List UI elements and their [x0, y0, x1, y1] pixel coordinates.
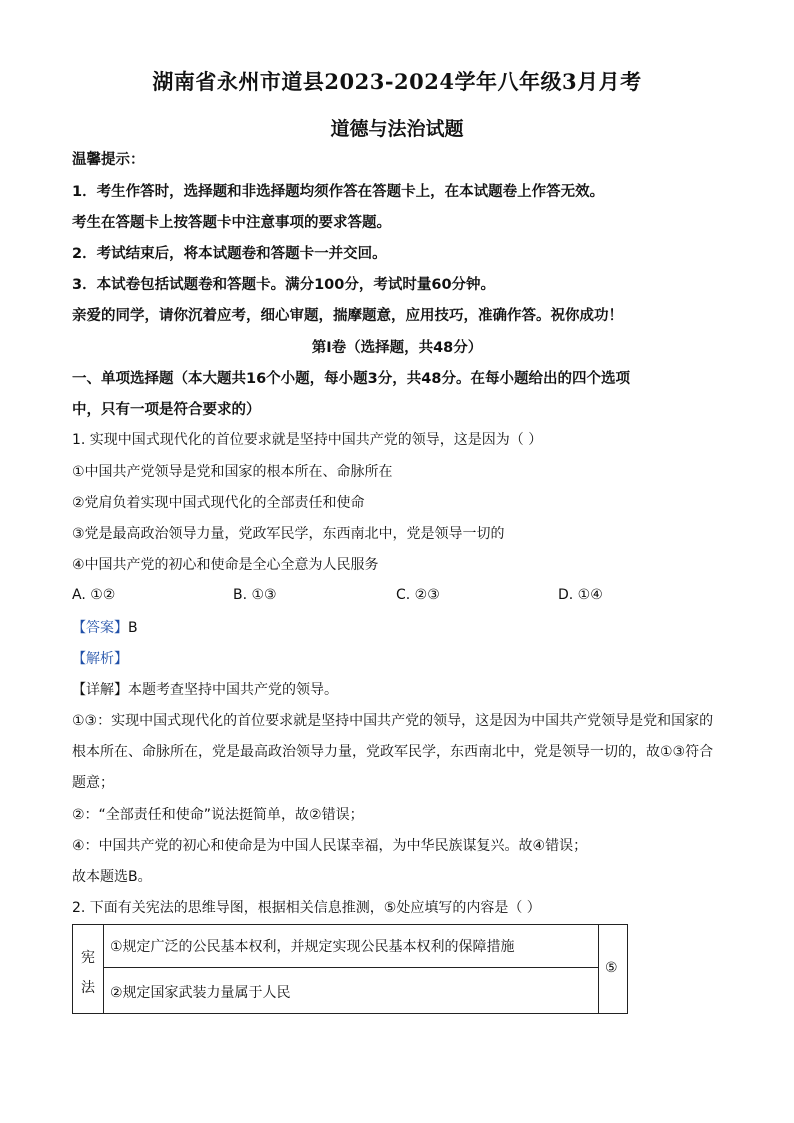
q1-detail: ④：中国共产党的初心和使命是为中国人民谋幸福，为中华民族谋复兴。故④错误； — [72, 838, 588, 854]
q1-statement: ④中国共产党的初心和使命是全心全意为人民服务 — [72, 557, 379, 573]
mind-map-root-char: 宪 — [81, 950, 95, 966]
notice-heading: 温馨提示： — [72, 152, 145, 168]
q1-option-d: D. ①④ — [558, 587, 603, 603]
q1-answer — [72, 618, 138, 638]
part-instruction: 一、单项选择题（本大题共16个小题，每小题3分，共48分。在每小题给出的四个选项 — [72, 371, 630, 387]
q1-option-b: B. ①③ — [233, 587, 277, 603]
page-title: 湖南省永州市道县2023-2024学年八年级3月月考 — [152, 69, 642, 94]
notice-item: 3．本试卷包括试题卷和答题卡。满分100分，考试时量60分钟。 — [72, 277, 496, 293]
notice-item: 2．考试结束后，将本试题卷和答题卡一并交回。 — [72, 246, 387, 262]
q1-statement: ①中国共产党领导是党和国家的根本所在、命脉所在 — [72, 464, 393, 480]
q1-detail: ②：“全部责任和使命”说法挺简单，故②错误； — [72, 807, 364, 823]
q1-statement: ②党肩负着实现中国式现代化的全部责任和使命 — [72, 495, 365, 511]
q1-detail: 【详解】本题考查坚持中国共产党的领导。 — [72, 682, 338, 698]
question-1-stem: 1. 实现中国式现代化的首位要求就是坚持中国共产党的领导，这是因为（ ） — [72, 432, 543, 448]
notice-item: 考生在答题卡上按答题卡中注意事项的要求答题。 — [72, 215, 391, 231]
mind-map-branch — [104, 925, 598, 968]
q1-detail: ①③：实现中国式现代化的首位要求就是坚持中国共产党的领导，这是因为中国共产党领导是党和国家的 — [72, 713, 714, 729]
q1-statement: ③党是最高政治领导力量，党政军民学，东西南北中，党是领导一切的 — [72, 526, 505, 542]
constitution-mind-map — [72, 924, 628, 1014]
q1-detail: 根本所在、命脉所在，党是最高政治领导力量，党政军民学，东西南北中，党是领导一切的，故①③符合 — [72, 744, 714, 760]
mind-map-branch-text: ①规定广泛的公民基本权利，并规定实现公民基本权利的保障措施 — [110, 939, 515, 955]
page-subtitle: 道德与法治试题 — [330, 118, 464, 140]
q1-detail: 故本题选B。 — [72, 869, 152, 885]
question-2-stem: 2. 下面有关宪法的思维导图，根据相关信息推测，⑤处应填写的内容是（ ） — [72, 900, 541, 916]
mind-map-blank — [599, 925, 627, 1013]
q1-detail: 题意； — [72, 775, 114, 791]
answer-label: 【答案】 — [72, 620, 128, 636]
mind-map-branches — [104, 925, 599, 1013]
analysis-label: 【解析】 — [72, 651, 128, 667]
q1-option-a: A. ①② — [72, 587, 116, 603]
mind-map-branch — [104, 968, 598, 1013]
part-instruction: 中，只有一项是符合要求的） — [72, 402, 261, 418]
q1-option-c: C. ②③ — [396, 587, 440, 603]
answer-value: B — [128, 620, 138, 636]
section-title: 第Ⅰ卷（选择题，共48分） — [311, 340, 483, 356]
notice-item: 亲爱的同学，请你沉着应考，细心审题，揣摩题意，应用技巧，准确作答。祝你成功！ — [72, 308, 623, 324]
mind-map-root — [73, 925, 104, 1013]
notice-item: 1．考生作答时，选择题和非选择题均须作答在答题卡上，在本试题卷上作答无效。 — [72, 184, 605, 200]
mind-map-branch-text: ②规定国家武装力量属于人民 — [110, 985, 291, 1001]
mind-map-root-char: 法 — [81, 980, 95, 996]
mind-map-blank-label: ⑤ — [605, 960, 618, 976]
